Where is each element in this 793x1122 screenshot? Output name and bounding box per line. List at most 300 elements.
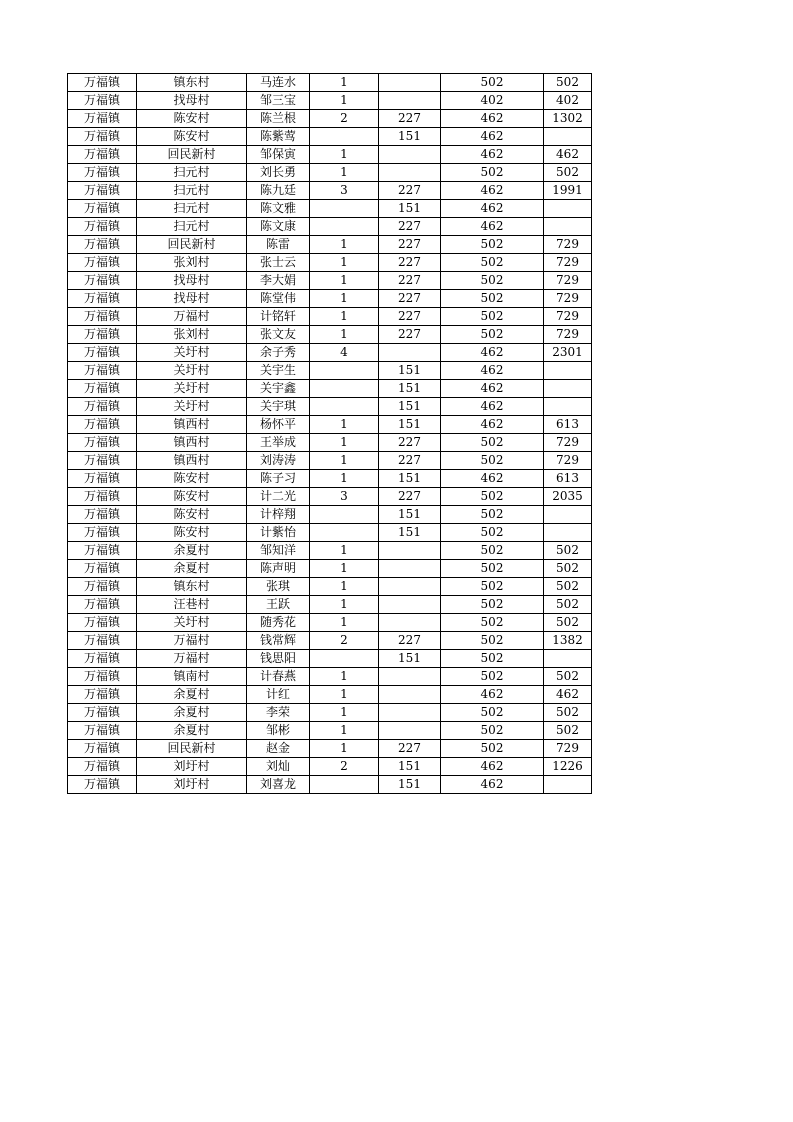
count-cell (310, 650, 379, 668)
count-cell (310, 128, 379, 146)
village-cell: 万福村 (137, 632, 247, 650)
count-cell: 1 (310, 686, 379, 704)
name-cell: 陈堂伟 (247, 290, 310, 308)
household-subsidy-table (67, 73, 592, 794)
amount-a-cell: 151 (379, 470, 441, 488)
count-cell: 1 (310, 452, 379, 470)
table-row (68, 200, 592, 218)
amount-a-cell: 151 (379, 398, 441, 416)
village-cell: 关圩村 (137, 380, 247, 398)
name-cell: 关宇琪 (247, 398, 310, 416)
count-cell: 1 (310, 596, 379, 614)
town-cell: 万福镇 (68, 722, 137, 740)
total-cell: 729 (544, 326, 592, 344)
amount-b-cell: 502 (441, 632, 544, 650)
count-cell: 1 (310, 254, 379, 272)
village-cell: 刘圩村 (137, 776, 247, 794)
count-cell (310, 506, 379, 524)
count-cell: 1 (310, 326, 379, 344)
table-row (68, 416, 592, 434)
total-cell (544, 380, 592, 398)
village-cell: 陈安村 (137, 110, 247, 128)
table-row (68, 74, 592, 92)
table-row (68, 128, 592, 146)
table-row (68, 308, 592, 326)
amount-b-cell: 462 (441, 218, 544, 236)
town-cell: 万福镇 (68, 344, 137, 362)
table-row (68, 614, 592, 632)
table-row (68, 452, 592, 470)
count-cell: 1 (310, 560, 379, 578)
amount-a-cell: 227 (379, 434, 441, 452)
name-cell: 计红 (247, 686, 310, 704)
amount-b-cell: 502 (441, 254, 544, 272)
table-row (68, 236, 592, 254)
total-cell: 729 (544, 290, 592, 308)
total-cell: 502 (544, 722, 592, 740)
village-cell: 镇西村 (137, 434, 247, 452)
village-cell: 万福村 (137, 650, 247, 668)
town-cell: 万福镇 (68, 110, 137, 128)
village-cell: 陈安村 (137, 506, 247, 524)
table-row (68, 668, 592, 686)
total-cell: 462 (544, 686, 592, 704)
name-cell: 陈雷 (247, 236, 310, 254)
name-cell: 计梓翔 (247, 506, 310, 524)
name-cell: 计二光 (247, 488, 310, 506)
amount-b-cell: 462 (441, 128, 544, 146)
village-cell: 找母村 (137, 290, 247, 308)
amount-a-cell: 227 (379, 290, 441, 308)
total-cell: 502 (544, 614, 592, 632)
count-cell: 1 (310, 164, 379, 182)
amount-b-cell: 462 (441, 758, 544, 776)
name-cell: 邹三宝 (247, 92, 310, 110)
total-cell (544, 218, 592, 236)
amount-a-cell: 151 (379, 776, 441, 794)
table-row (68, 182, 592, 200)
count-cell: 1 (310, 434, 379, 452)
amount-a-cell: 227 (379, 218, 441, 236)
name-cell: 邹保寅 (247, 146, 310, 164)
name-cell: 计春燕 (247, 668, 310, 686)
village-cell: 镇东村 (137, 74, 247, 92)
village-cell: 回民新村 (137, 146, 247, 164)
town-cell: 万福镇 (68, 146, 137, 164)
total-cell: 462 (544, 146, 592, 164)
amount-a-cell: 227 (379, 632, 441, 650)
count-cell: 1 (310, 614, 379, 632)
amount-b-cell: 462 (441, 362, 544, 380)
total-cell: 1991 (544, 182, 592, 200)
total-cell: 729 (544, 308, 592, 326)
village-cell: 陈安村 (137, 524, 247, 542)
amount-a-cell (379, 596, 441, 614)
name-cell: 张文友 (247, 326, 310, 344)
village-cell: 扫元村 (137, 164, 247, 182)
total-cell: 502 (544, 164, 592, 182)
name-cell: 随秀花 (247, 614, 310, 632)
total-cell: 402 (544, 92, 592, 110)
count-cell: 1 (310, 290, 379, 308)
count-cell (310, 200, 379, 218)
amount-b-cell: 502 (441, 164, 544, 182)
village-cell: 余夏村 (137, 722, 247, 740)
total-cell (544, 398, 592, 416)
town-cell: 万福镇 (68, 506, 137, 524)
amount-b-cell: 502 (441, 326, 544, 344)
table-row (68, 506, 592, 524)
village-cell: 陈安村 (137, 470, 247, 488)
town-cell: 万福镇 (68, 758, 137, 776)
village-cell: 镇南村 (137, 668, 247, 686)
amount-a-cell: 227 (379, 452, 441, 470)
amount-a-cell (379, 74, 441, 92)
amount-b-cell: 502 (441, 452, 544, 470)
name-cell: 刘长勇 (247, 164, 310, 182)
amount-b-cell: 502 (441, 290, 544, 308)
count-cell: 2 (310, 632, 379, 650)
amount-b-cell: 462 (441, 344, 544, 362)
table-row (68, 164, 592, 182)
amount-b-cell: 462 (441, 182, 544, 200)
count-cell: 1 (310, 740, 379, 758)
town-cell: 万福镇 (68, 182, 137, 200)
table-row (68, 722, 592, 740)
name-cell: 陈文雅 (247, 200, 310, 218)
name-cell: 马连水 (247, 74, 310, 92)
table-row (68, 290, 592, 308)
count-cell: 2 (310, 110, 379, 128)
table-row (68, 488, 592, 506)
name-cell: 刘喜龙 (247, 776, 310, 794)
total-cell (544, 524, 592, 542)
amount-a-cell: 151 (379, 128, 441, 146)
total-cell (544, 650, 592, 668)
total-cell: 729 (544, 740, 592, 758)
town-cell: 万福镇 (68, 470, 137, 488)
count-cell: 1 (310, 668, 379, 686)
town-cell: 万福镇 (68, 398, 137, 416)
village-cell: 余夏村 (137, 560, 247, 578)
count-cell (310, 776, 379, 794)
total-cell: 729 (544, 236, 592, 254)
amount-b-cell: 502 (441, 308, 544, 326)
count-cell: 3 (310, 182, 379, 200)
amount-a-cell (379, 560, 441, 578)
town-cell: 万福镇 (68, 164, 137, 182)
town-cell: 万福镇 (68, 452, 137, 470)
village-cell: 关圩村 (137, 344, 247, 362)
name-cell: 李荣 (247, 704, 310, 722)
town-cell: 万福镇 (68, 74, 137, 92)
name-cell: 李大娟 (247, 272, 310, 290)
amount-b-cell: 462 (441, 110, 544, 128)
table-row (68, 632, 592, 650)
village-cell: 关圩村 (137, 362, 247, 380)
name-cell: 余子秀 (247, 344, 310, 362)
amount-b-cell: 502 (441, 596, 544, 614)
town-cell: 万福镇 (68, 128, 137, 146)
count-cell: 1 (310, 74, 379, 92)
town-cell: 万福镇 (68, 416, 137, 434)
table-row (68, 434, 592, 452)
amount-a-cell: 227 (379, 740, 441, 758)
village-cell: 刘圩村 (137, 758, 247, 776)
village-cell: 汪巷村 (137, 596, 247, 614)
name-cell: 王举成 (247, 434, 310, 452)
name-cell: 陈子习 (247, 470, 310, 488)
amount-b-cell: 502 (441, 560, 544, 578)
amount-a-cell: 227 (379, 254, 441, 272)
village-cell: 找母村 (137, 92, 247, 110)
table-row (68, 542, 592, 560)
village-cell: 扫元村 (137, 218, 247, 236)
table-row (68, 578, 592, 596)
town-cell: 万福镇 (68, 776, 137, 794)
total-cell (544, 362, 592, 380)
name-cell: 计紫怡 (247, 524, 310, 542)
table-row (68, 524, 592, 542)
total-cell (544, 506, 592, 524)
amount-b-cell: 502 (441, 488, 544, 506)
town-cell: 万福镇 (68, 596, 137, 614)
amount-b-cell: 502 (441, 704, 544, 722)
total-cell: 1382 (544, 632, 592, 650)
amount-a-cell (379, 722, 441, 740)
town-cell: 万福镇 (68, 686, 137, 704)
name-cell: 钱思阳 (247, 650, 310, 668)
amount-b-cell: 462 (441, 416, 544, 434)
town-cell: 万福镇 (68, 578, 137, 596)
amount-a-cell (379, 668, 441, 686)
village-cell: 陈安村 (137, 488, 247, 506)
amount-b-cell: 462 (441, 470, 544, 488)
village-cell: 扫元村 (137, 200, 247, 218)
table-row (68, 398, 592, 416)
town-cell: 万福镇 (68, 218, 137, 236)
amount-a-cell (379, 614, 441, 632)
town-cell: 万福镇 (68, 236, 137, 254)
name-cell: 刘灿 (247, 758, 310, 776)
count-cell (310, 218, 379, 236)
amount-b-cell: 402 (441, 92, 544, 110)
count-cell: 1 (310, 704, 379, 722)
total-cell: 1302 (544, 110, 592, 128)
amount-b-cell: 462 (441, 686, 544, 704)
amount-a-cell: 227 (379, 488, 441, 506)
table-body (68, 74, 592, 794)
table-row (68, 776, 592, 794)
amount-a-cell: 227 (379, 236, 441, 254)
amount-b-cell: 502 (441, 74, 544, 92)
count-cell: 3 (310, 488, 379, 506)
amount-a-cell (379, 344, 441, 362)
total-cell (544, 128, 592, 146)
amount-b-cell: 462 (441, 380, 544, 398)
village-cell: 关圩村 (137, 614, 247, 632)
total-cell: 502 (544, 596, 592, 614)
total-cell: 729 (544, 434, 592, 452)
name-cell: 陈兰根 (247, 110, 310, 128)
town-cell: 万福镇 (68, 308, 137, 326)
amount-b-cell: 502 (441, 272, 544, 290)
amount-a-cell: 151 (379, 758, 441, 776)
amount-b-cell: 502 (441, 614, 544, 632)
total-cell: 729 (544, 272, 592, 290)
amount-a-cell: 227 (379, 182, 441, 200)
total-cell: 502 (544, 560, 592, 578)
count-cell: 1 (310, 236, 379, 254)
village-cell: 扫元村 (137, 182, 247, 200)
name-cell: 张琪 (247, 578, 310, 596)
amount-a-cell: 227 (379, 308, 441, 326)
name-cell: 关宇生 (247, 362, 310, 380)
amount-b-cell: 502 (441, 434, 544, 452)
total-cell: 613 (544, 416, 592, 434)
count-cell: 1 (310, 272, 379, 290)
table-row (68, 650, 592, 668)
village-cell: 陈安村 (137, 128, 247, 146)
town-cell: 万福镇 (68, 254, 137, 272)
amount-a-cell: 151 (379, 200, 441, 218)
table-row (68, 686, 592, 704)
amount-b-cell: 502 (441, 542, 544, 560)
total-cell: 729 (544, 254, 592, 272)
village-cell: 关圩村 (137, 398, 247, 416)
count-cell: 1 (310, 578, 379, 596)
village-cell: 张刘村 (137, 254, 247, 272)
town-cell: 万福镇 (68, 362, 137, 380)
amount-a-cell (379, 146, 441, 164)
town-cell: 万福镇 (68, 434, 137, 452)
total-cell: 613 (544, 470, 592, 488)
amount-a-cell (379, 164, 441, 182)
table-row (68, 704, 592, 722)
town-cell: 万福镇 (68, 704, 137, 722)
table-row (68, 344, 592, 362)
total-cell: 502 (544, 542, 592, 560)
town-cell: 万福镇 (68, 668, 137, 686)
village-cell: 万福村 (137, 308, 247, 326)
amount-b-cell: 502 (441, 506, 544, 524)
amount-b-cell: 502 (441, 236, 544, 254)
table-row (68, 740, 592, 758)
table-row (68, 146, 592, 164)
amount-a-cell: 227 (379, 110, 441, 128)
count-cell: 1 (310, 146, 379, 164)
village-cell: 镇西村 (137, 416, 247, 434)
amount-b-cell: 502 (441, 650, 544, 668)
amount-b-cell: 502 (441, 668, 544, 686)
amount-b-cell: 502 (441, 722, 544, 740)
village-cell: 镇西村 (137, 452, 247, 470)
town-cell: 万福镇 (68, 560, 137, 578)
count-cell: 1 (310, 416, 379, 434)
town-cell: 万福镇 (68, 650, 137, 668)
table-row (68, 362, 592, 380)
total-cell (544, 200, 592, 218)
count-cell: 1 (310, 542, 379, 560)
town-cell: 万福镇 (68, 272, 137, 290)
village-cell: 镇东村 (137, 578, 247, 596)
amount-b-cell: 502 (441, 740, 544, 758)
amount-b-cell: 502 (441, 578, 544, 596)
name-cell: 杨怀平 (247, 416, 310, 434)
total-cell (544, 776, 592, 794)
village-cell: 余夏村 (137, 704, 247, 722)
amount-a-cell: 227 (379, 326, 441, 344)
town-cell: 万福镇 (68, 740, 137, 758)
name-cell: 陈九廷 (247, 182, 310, 200)
amount-a-cell: 151 (379, 506, 441, 524)
amount-a-cell (379, 92, 441, 110)
town-cell: 万福镇 (68, 200, 137, 218)
amount-a-cell: 151 (379, 380, 441, 398)
town-cell: 万福镇 (68, 92, 137, 110)
count-cell (310, 398, 379, 416)
count-cell: 1 (310, 470, 379, 488)
total-cell: 2035 (544, 488, 592, 506)
village-cell: 张刘村 (137, 326, 247, 344)
count-cell (310, 524, 379, 542)
name-cell: 钱常辉 (247, 632, 310, 650)
name-cell: 赵金 (247, 740, 310, 758)
amount-a-cell (379, 704, 441, 722)
table-row (68, 470, 592, 488)
name-cell: 关宇鑫 (247, 380, 310, 398)
total-cell: 502 (544, 668, 592, 686)
village-cell: 回民新村 (137, 740, 247, 758)
total-cell: 1226 (544, 758, 592, 776)
amount-a-cell (379, 578, 441, 596)
table-row (68, 218, 592, 236)
table-row (68, 560, 592, 578)
amount-a-cell: 151 (379, 416, 441, 434)
total-cell: 502 (544, 704, 592, 722)
total-cell: 729 (544, 452, 592, 470)
name-cell: 计铭轩 (247, 308, 310, 326)
name-cell: 邹知洋 (247, 542, 310, 560)
count-cell (310, 362, 379, 380)
table-row (68, 758, 592, 776)
town-cell: 万福镇 (68, 380, 137, 398)
town-cell: 万福镇 (68, 542, 137, 560)
name-cell: 张士云 (247, 254, 310, 272)
count-cell: 1 (310, 722, 379, 740)
count-cell (310, 380, 379, 398)
town-cell: 万福镇 (68, 290, 137, 308)
name-cell: 邹彬 (247, 722, 310, 740)
table-row (68, 596, 592, 614)
count-cell: 1 (310, 92, 379, 110)
town-cell: 万福镇 (68, 632, 137, 650)
town-cell: 万福镇 (68, 326, 137, 344)
amount-b-cell: 462 (441, 776, 544, 794)
amount-b-cell: 502 (441, 524, 544, 542)
town-cell: 万福镇 (68, 614, 137, 632)
amount-b-cell: 462 (441, 398, 544, 416)
table-row (68, 326, 592, 344)
village-cell: 余夏村 (137, 686, 247, 704)
village-cell: 回民新村 (137, 236, 247, 254)
amount-a-cell: 151 (379, 524, 441, 542)
amount-b-cell: 462 (441, 146, 544, 164)
table-row (68, 110, 592, 128)
name-cell: 王跃 (247, 596, 310, 614)
count-cell: 2 (310, 758, 379, 776)
village-cell: 找母村 (137, 272, 247, 290)
